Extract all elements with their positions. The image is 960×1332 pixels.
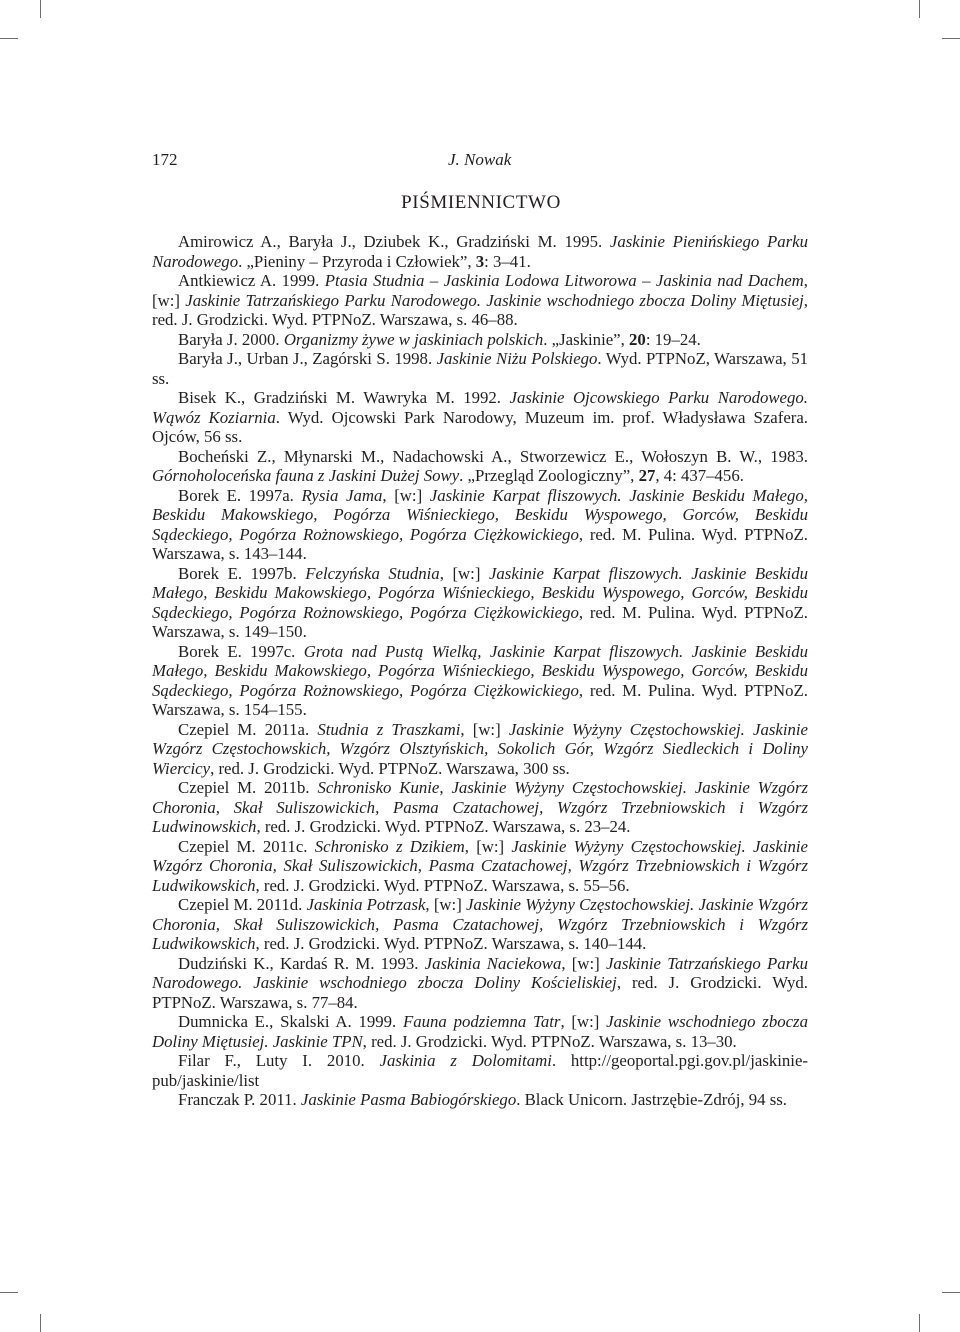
crop-mark: [919, 1314, 920, 1332]
reference-text: Organizmy żywe w jaskiniach polskich: [283, 329, 544, 349]
reference-text: Ptasia Studnia – Jaskinia Lodowa Litworowa – Jaskinia nad Dachem: [324, 271, 804, 290]
reference-text: , red. J. Grodzicki. Wyd. PTPNoZ. Warszawa, s. 77–84.: [152, 973, 808, 1012]
reference-item: [152, 720, 808, 779]
reference-item: [152, 1051, 808, 1090]
running-head: J. Nowak: [448, 150, 512, 169]
reference-item: [152, 895, 808, 954]
reference-text: Amirowicz A., Baryła J., Dziubek K., Gradziński M. 1995.: [178, 232, 610, 251]
reference-text: , red. J. Grodzicki. Wyd. PTPNoZ. Warszawa, 300 ss.: [210, 758, 570, 778]
page-number: 172: [152, 150, 178, 169]
reference-text: , red. J. Grodzicki. Wyd. PTPNoZ. Warszawa, s. 23–24.: [256, 817, 631, 836]
reference-text: Grota nad Pustą Wielką, Jaskinie Karpat fliszowych. Jaskinie Beskidu Małego, Beskidu Makowskiego, Pogórza Wiśnieckiego, Beskidu Wyspowego, Gorców, Beskidu Sądeckiego, Pogórza Rożnowskiego, Pogórza Ciężkowickiego: [152, 641, 809, 700]
reference-text: Bisek K., Gradziński M. Wawryka M. 1992.: [178, 388, 510, 407]
reference-text: Jaskinia z Dolomitami: [379, 1051, 552, 1070]
reference-text: Schronisko z Dzikiem: [314, 836, 465, 856]
reference-text: Felczyńska Studnia: [305, 563, 440, 583]
reference-item: [152, 271, 808, 330]
reference-text: , [w:]: [561, 953, 606, 973]
reference-text: Jaskinie Niżu Polskiego: [436, 349, 598, 368]
reference-text: Czepiel M. 2011a.: [178, 719, 318, 739]
reference-text: . „Jaskinie”,: [543, 329, 630, 349]
reference-text: ,: [439, 778, 452, 797]
reference-text: Studnia z Traszkami: [317, 719, 461, 739]
crop-mark: [0, 38, 18, 39]
reference-item: [152, 954, 808, 1013]
reference-text: Schronisko Kunie: [317, 778, 440, 797]
reference-item: [152, 349, 808, 388]
reference-text: Baryła J., Urban J., Zagórski S. 1998.: [178, 349, 437, 368]
crop-mark: [919, 0, 920, 18]
reference-text: , [w:]: [464, 836, 512, 856]
reference-text: Filar F., Luty I. 2010.: [178, 1051, 380, 1070]
reference-text: Fauna podziemna Tatr: [402, 1012, 561, 1031]
reference-text: Jaskinie Ojcowskiego Parku Narodowego. Wąwóz Koziarnia: [152, 388, 808, 427]
reference-text: Jaskinie Tatrzańskiego Parku Narodowego. Jaskinie wschodniego zbocza Doliny Kościeliskiej: [152, 953, 808, 992]
reference-text: Franczak P. 2011.: [178, 1090, 301, 1109]
reference-text: , [w:]: [152, 271, 808, 310]
reference-text: Bocheński Z., Młynarski M., Nadachowski A., Stworzewicz E., Wołoszyn B. W., 1983.: [178, 446, 808, 466]
reference-item: [152, 330, 808, 350]
reference-text: : 3–41.: [484, 251, 531, 271]
reference-text: Jaskinia Potrzask: [306, 895, 426, 914]
reference-text: Jaskinia Naciekowa: [424, 953, 562, 973]
reference-list: [152, 232, 808, 1110]
reference-text: Jaskinie Wyżyny Częstochowskiej. Jaskinie Wzgórz Choronia, Skał Suliszowickich, Pasma Czatachowej, Wzgórz Trzebniowskich i Wzgórz Ludwikowskich: [152, 836, 808, 895]
reference-text: , red. J. Grodzicki. Wyd. PTPNoZ. Warszawa, s. 140–144.: [255, 934, 647, 953]
reference-text: , red. J. Grodzicki. Wyd. PTPNoZ. Warszawa, s. 55–56.: [255, 875, 630, 895]
reference-text: , red. J. Grodzicki. Wyd. PTPNoZ. Warszawa, s. 46–88.: [152, 290, 808, 329]
reference-text: Dumnicka E., Skalski A. 1999.: [178, 1012, 403, 1031]
reference-text: . „Pieniny – Przyroda i Człowiek”,: [238, 251, 476, 271]
reference-item: [152, 837, 808, 896]
reference-item: [152, 447, 808, 486]
reference-item: [152, 778, 808, 837]
reference-text: Borek E. 1997c.: [178, 641, 304, 661]
reference-item: [152, 232, 808, 271]
reference-text: , red. M. Pulina. Wyd. PTPNoZ. Warszawa, s. 149–150.: [152, 602, 808, 641]
reference-text: , [w:]: [439, 563, 489, 583]
reference-text: . „Przegląd Zoologiczny”,: [459, 466, 639, 485]
reference-item: [152, 564, 808, 642]
reference-text: Jaskinie Karpat fliszowych. Jaskinie Beskidu Małego, Beskidu Makowskiego, Pogórza Wiśnieckiego, Beskidu Wyspowego, Gorców, Beskidu Sądeckiego, Pogórza Rożnowskiego, Pogórza Ciężkowickiego: [152, 563, 808, 622]
reference-text: , red. M. Pulina. Wyd. PTPNoZ. Warszawa, s. 143–144.: [152, 524, 808, 563]
section-title: PIŚMIENNICTWO: [401, 192, 561, 213]
reference-text: Jaskinie wschodniego zbocza Doliny Miętusiej. Jaskinie TPN: [152, 1012, 808, 1051]
reference-text: , 4: 437–456.: [655, 466, 744, 485]
reference-text: Dudziński K., Kardaś R. M. 1993.: [178, 953, 425, 973]
reference-text: Jaskinie Pienińskiego Parku Narodowego: [152, 232, 808, 271]
reference-text: , [w:]: [460, 719, 509, 739]
reference-item: [152, 1012, 808, 1051]
reference-text: , red. M. Pulina. Wyd. PTPNoZ. Warszawa, s. 154–155.: [152, 680, 808, 719]
reference-item: [152, 1090, 808, 1110]
reference-item: [152, 388, 808, 447]
reference-text: Baryła J. 2000.: [178, 329, 284, 349]
reference-text: : 19–24.: [645, 329, 701, 349]
reference-text: , [w:]: [425, 895, 466, 914]
reference-item: [152, 642, 808, 720]
reference-text: Jaskinie Wyżyny Częstochowskiej. Jaskinie Wzgórz Częstochowskich, Wzgórz Olsztyńskich, Sokolich Gór, Wzgórz Siedleckich i Doliny Wiercicy: [152, 719, 808, 778]
reference-text: Borek E. 1997a.: [178, 485, 302, 505]
crop-mark: [40, 1314, 41, 1332]
reference-text: Czepiel M. 2011c.: [178, 836, 315, 856]
crop-mark: [942, 1292, 960, 1293]
reference-text: 3: [475, 251, 485, 271]
reference-text: Borek E. 1997b.: [178, 563, 306, 583]
reference-text: 20: [629, 329, 646, 349]
reference-text: , [w:]: [560, 1012, 607, 1031]
reference-text: . Black Unicorn. Jastrzębie-Zdrój, 94 ss.: [516, 1090, 787, 1109]
reference-text: Jaskinie Karpat fliszowych. Jaskinie Beskidu Małego, Beskidu Makowskiego, Pogórza Wiśnieckiego, Beskidu Wyspowego, Gorców, Beskidu Sądeckiego, Pogórza Rożnowskiego, Pogórza Ciężkowickiego: [152, 485, 808, 544]
reference-text: Czepiel M. 2011d.: [178, 895, 307, 914]
reference-text: Jaskinie Tatrzańskiego Parku Narodowego. Jaskinie wschodniego zbocza Doliny Miętusiej: [185, 290, 804, 310]
reference-text: Jaskinie Pasma Babiogórskiego: [300, 1090, 517, 1109]
reference-text: 27: [638, 466, 656, 485]
crop-mark: [0, 1292, 18, 1293]
crop-mark: [942, 38, 960, 39]
crop-mark: [40, 0, 41, 18]
reference-text: Górnoholoceńska fauna z Jaskini Dużej Sowy: [152, 466, 460, 485]
reference-text: . Wyd. PTPNoZ, Warszawa, 51 ss.: [152, 349, 808, 388]
reference-text: , red. J. Grodzicki. Wyd. PTPNoZ. Warszawa, s. 13–30.: [362, 1031, 737, 1051]
reference-text: . http://geoportal.pgi.gov.pl/jaskinie-pub/jaskinie/list: [152, 1051, 808, 1090]
reference-text: Jaskinie Wyżyny Częstochowskiej. Jaskinie Wzgórz Choronia, Skał Suliszowickich, Pasma Czatachowej, Wzgórz Trzebniowskich i Wzgórz Ludwikowskich: [152, 895, 808, 953]
reference-text: Czepiel M. 2011b.: [178, 778, 318, 797]
reference-item: [152, 486, 808, 564]
reference-text: . Wyd. Ojcowski Park Narodowy, Muzeum im. prof. Władysława Szafera. Ojców, 56 ss.: [152, 407, 808, 446]
reference-text: , [w:]: [382, 485, 430, 505]
reference-text: Jaskinie Wyżyny Częstochowskiej. Jaskinie Wzgórz Choronia, Skał Suliszowickich, Pasma Czatachowej, Wzgórz Trzebniowskich i Wzgórz Ludwinowskich: [152, 778, 809, 836]
reference-text: Rysia Jama: [301, 485, 383, 505]
reference-text: Antkiewicz A. 1999.: [178, 271, 325, 290]
